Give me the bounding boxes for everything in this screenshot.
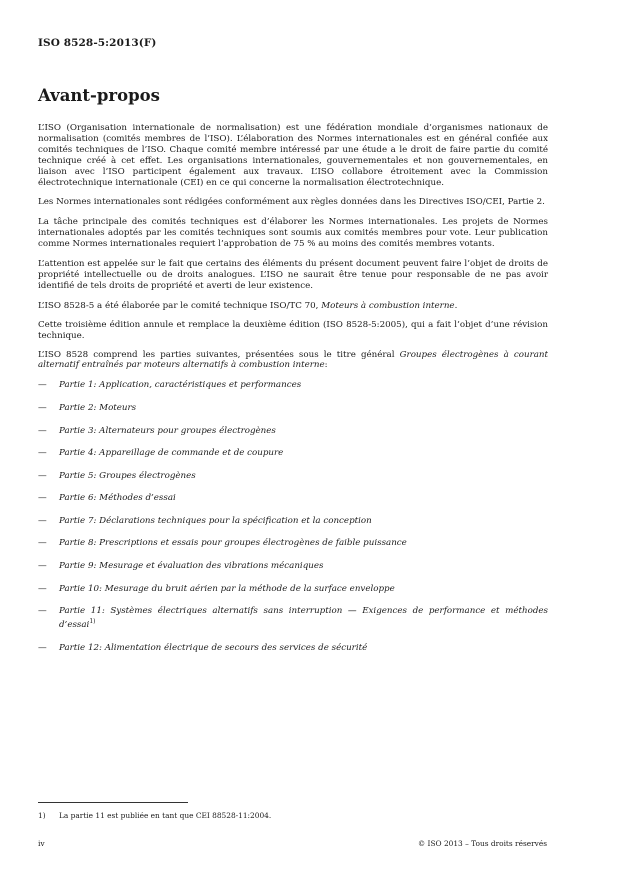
part-title: Partie 3: Alternateurs pour groupes électrogènes: [59, 425, 276, 436]
copyright-notice: © ISO 2013 – Tous droits réservés: [417, 839, 547, 848]
page-number: iv: [38, 839, 45, 848]
dash-bullet: —: [38, 606, 47, 617]
part-title: Partie 7: Déclarations techniques pour la spécification et la conception: [59, 515, 372, 526]
part-title: Partie 10: Mesurage du bruit aérien par la méthode de la surface enveloppe: [59, 583, 395, 594]
dash-bullet: —: [38, 561, 47, 572]
paragraph-committees: La tâche principale des comités techniques est d’élaborer les Normes internationales. Les projets de Normes internationales adoptés par les comités techniques sont soumis aux comités membres pour vote. Leur publication comme Normes internationales requiert l’approbation de 75 % au moins des comités membres votants.: [38, 217, 548, 250]
list-item: [38, 584, 548, 595]
dash-bullet: —: [38, 448, 47, 459]
paragraph-parts-intro: [38, 350, 548, 372]
dash-bullet: —: [38, 515, 47, 526]
footnote-text: La partie 11 est publiée en tant que CEI 88528-11:2004.: [59, 811, 272, 820]
dash-bullet: —: [38, 402, 47, 413]
part-title: Partie 1: Application, caractéristiques et performances: [59, 380, 302, 391]
dash-bullet: —: [38, 470, 47, 481]
list-item: [38, 561, 548, 572]
paragraph-edition: Cette troisième édition annule et remplace la deuxième édition (ISO 8528-5:2005), qui a fait l’objet d’une révision technique.: [38, 319, 548, 341]
part-title: Partie 8: Prescriptions et essais pour groupes électrogènes de faible puissance: [59, 538, 407, 549]
paragraph-patents: L’attention est appelée sur le fait que certains des éléments du présent document peuvent faire l’objet de droits de propriété intellectuelle ou de droits analogues. L’ISO ne saurait être tenue pour responsable de ne pas avoir identifié de tels droits de propriété et averti de leur existence.: [38, 259, 548, 291]
dash-bullet: —: [38, 583, 47, 594]
footnote-number: 1): [38, 811, 46, 820]
list-item: [38, 493, 548, 504]
part-title: Partie 11: Systèmes électriques alternatifs sans interruption — Exigences de performance et méthodes d’essai: [59, 606, 548, 631]
paragraph-iso-intro: L’ISO (Organisation internationale de normalisation) est une fédération mondiale d’organismes nationaux de normalisation (comités membres de l’ISO). L’élaboration des Normes internationales est en général confiée aux comités techniques de l’ISO. Chaque comité membre intéressé par une étude a le droit de faire partie du comité technique créé à cet effet. Les organisations internationales, gouvernementales et non gouvernementales, en liaison avec l’ISO participent également aux travaux. L’ISO collabore étroitement avec la Commission électrotechnique internationale (CEI) en ce qui concerne la normalisation électrotechnique.: [38, 123, 548, 188]
list-item: [38, 516, 548, 527]
committee-name: Moteurs à combustion interne: [321, 300, 455, 311]
parts-intro-end: :: [324, 360, 328, 371]
list-item: [38, 403, 548, 414]
prepared-by-text: L’ISO 8528-5 a été élaborée par le comité technique ISO/TC 70,: [38, 300, 322, 311]
paragraph-directives: Les Normes internationales sont rédigées conformément aux règles données dans les Directives ISO/CEI, Partie 2.: [38, 197, 545, 208]
dash-bullet: —: [38, 425, 47, 436]
footnote-reference: 1): [89, 618, 96, 626]
list-item: [38, 643, 548, 654]
part-title: Partie 9: Mesurage et évaluation des vibrations mécaniques: [59, 561, 324, 572]
part-title: Partie 4: Appareillage de commande et de coupure: [59, 448, 284, 459]
part-title: Partie 12: Alimentation électrique de secours des services de sécurité: [59, 642, 368, 653]
general-title: Groupes électrogènes à courant alternatif entraînés par moteurs alternatifs à combustion interne: [38, 349, 548, 371]
footnote-divider: [38, 802, 188, 803]
foreword-body: [38, 123, 548, 665]
list-item: [38, 448, 548, 459]
dash-bullet: —: [38, 642, 47, 653]
parts-list: [38, 380, 548, 653]
part-title: Partie 5: Groupes électrogènes: [59, 470, 196, 481]
list-item: [38, 471, 548, 482]
parts-intro-text: L’ISO 8528 comprend les parties suivantes, présentées sous le titre général: [38, 349, 400, 360]
footnote: [38, 811, 271, 820]
section-title: Avant-propos: [38, 86, 160, 105]
dash-bullet: —: [38, 493, 47, 504]
dash-bullet: —: [38, 380, 47, 391]
prepared-by-end: .: [454, 300, 458, 311]
list-item: [38, 380, 548, 391]
document-id: ISO 8528-5:2013(F): [38, 37, 157, 49]
list-item: [38, 426, 548, 437]
list-item: [38, 538, 548, 549]
part-title: Partie 6: Méthodes d’essai: [59, 493, 176, 504]
list-item: [38, 606, 548, 631]
paragraph-prepared-by: [38, 301, 548, 312]
part-title: Partie 2: Moteurs: [59, 402, 137, 413]
dash-bullet: —: [38, 538, 47, 549]
